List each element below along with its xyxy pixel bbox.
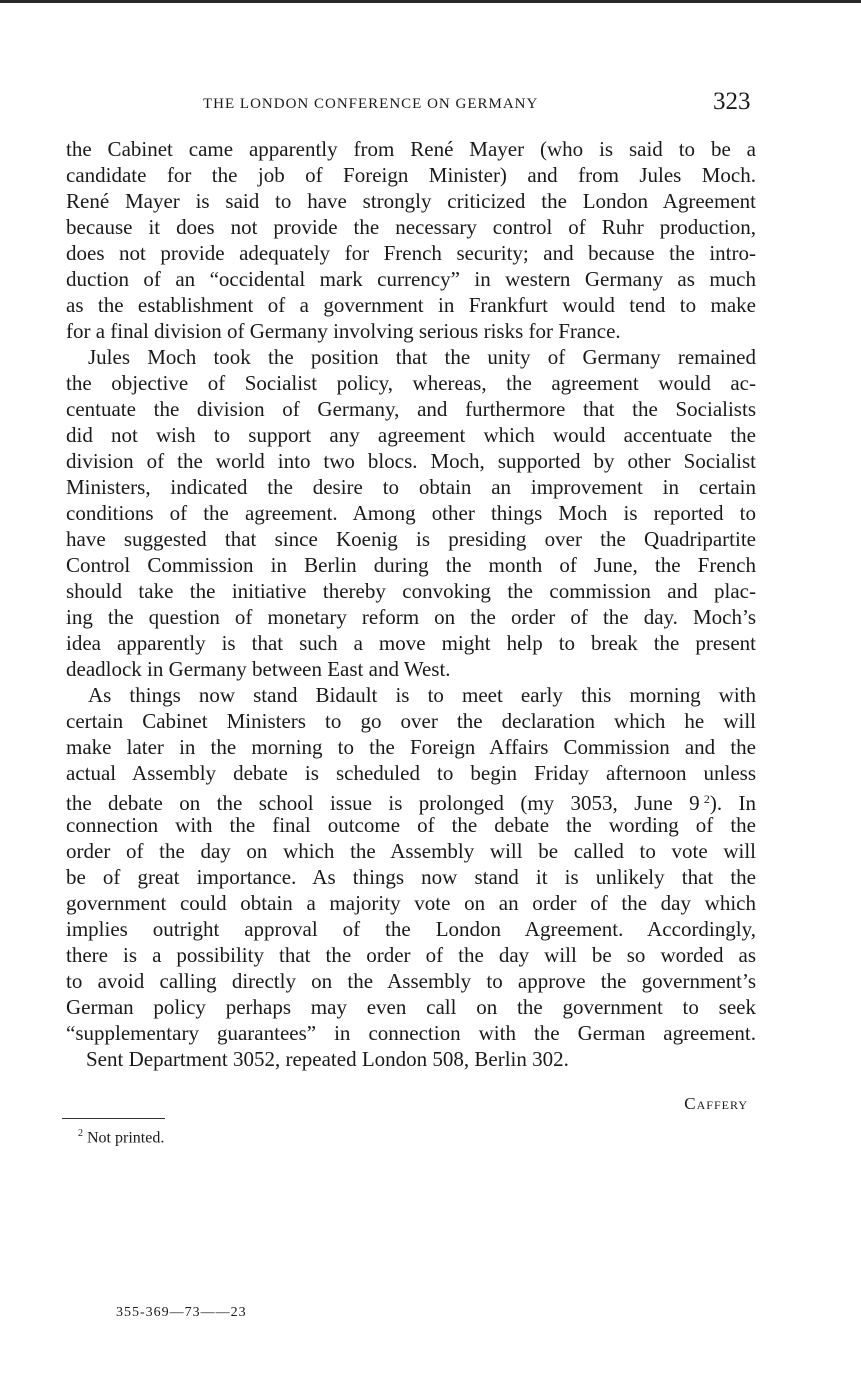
text-line: to avoid calling directly on the Assembly to approve the government’s (66, 969, 756, 993)
text-line: because it does not provide the necessary control of Ruhr production, (66, 215, 756, 239)
top-border-rule (0, 0, 861, 3)
footnote-ref-marker: 2 (703, 792, 710, 806)
text-line: the objective of Socialist policy, whereas, the agreement would ac- (66, 371, 756, 395)
text-line: government could obtain a majority vote on an order of the day which (66, 891, 756, 915)
text-line-tail: ). In (709, 791, 756, 815)
text-line: there is a possibility that the order of the day will be so worded as (66, 943, 756, 967)
paragraph-start-line: As things now stand Bidault is to meet early this morning with (88, 683, 756, 707)
print-code: 355-369—73——23 (116, 1305, 247, 1320)
text-line: does not provide adequately for French security; and because the intro- (66, 241, 756, 265)
text-line: ing the question of monetary reform on the order of the day. Moch’s (66, 605, 756, 629)
page-number: 323 (713, 88, 751, 115)
text-line: order of the day on which the Assembly will be called to vote will (66, 839, 756, 863)
text-line: did not wish to support any agreement which would accentuate the (66, 423, 756, 447)
text-line: Control Commission in Berlin during the month of June, the French (66, 553, 756, 577)
paragraph-start-line: Jules Moch took the position that the unity of Germany remained (88, 345, 756, 369)
closing-line: Sent Department 3052, repeated London 508, Berlin 302. (86, 1047, 569, 1071)
text-line: should take the initiative thereby convoking the commission and plac- (66, 579, 756, 603)
text-line: make later in the morning to the Foreign Affairs Commission and the (66, 735, 756, 759)
text-line: for a final division of Germany involving serious risks for France. (66, 319, 621, 343)
text-line-with-footnote-ref (66, 786, 756, 815)
text-line: conditions of the agreement. Among other things Moch is reported to (66, 501, 756, 525)
text-line: German policy perhaps may even call on the government to seek (66, 995, 756, 1019)
running-title: THE LONDON CONFERENCE ON GERMANY (203, 96, 539, 112)
text-line: as the establishment of a government in Frankfurt would tend to make (66, 293, 756, 317)
text-line: certain Cabinet Ministers to go over the declaration which he will (66, 709, 756, 733)
text-line: idea apparently is that such a move might help to break the present (66, 631, 756, 655)
text-line: connection with the final outcome of the debate the wording of the (66, 813, 756, 837)
text-line: Ministers, indicated the desire to obtain an improvement in certain (66, 475, 756, 499)
text-line: centuate the division of Germany, and furthermore that the Socialists (66, 397, 756, 421)
text-line: have suggested that since Koenig is presiding over the Quadripartite (66, 527, 756, 551)
text-line: René Mayer is said to have strongly criticized the London Agreement (66, 189, 756, 213)
text-line: duction of an “occidental mark currency” in western Germany as much (66, 267, 756, 291)
body-text (66, 136, 756, 1072)
signature: Caffery (684, 1094, 748, 1113)
text-line: the Cabinet came apparently from René Mayer (who is said to be a (66, 137, 756, 161)
text-line: implies outright approval of the London Agreement. Accordingly, (66, 917, 756, 941)
footnote-divider (62, 1118, 165, 1119)
text-line: “supplementary guarantees” in connection with the German agreement. (66, 1021, 756, 1045)
footnote-marker: 2 (78, 1128, 83, 1139)
text-line: division of the world into two blocs. Moch, supported by other Socialist (66, 449, 756, 473)
text-line: deadlock in Germany between East and West. (66, 657, 451, 681)
text-line: candidate for the job of Foreign Minister) and from Jules Moch. (66, 163, 756, 187)
text-line: be of great importance. As things now stand it is unlikely that the (66, 865, 756, 889)
footnote (78, 1128, 164, 1147)
text-line: actual Assembly debate is scheduled to begin Friday afternoon unless (66, 761, 756, 785)
text-line-part: the debate on the school issue is prolonged (my 3053, June 9 (66, 791, 700, 815)
running-head (0, 88, 861, 122)
footnote-text: Not printed. (87, 1129, 165, 1147)
